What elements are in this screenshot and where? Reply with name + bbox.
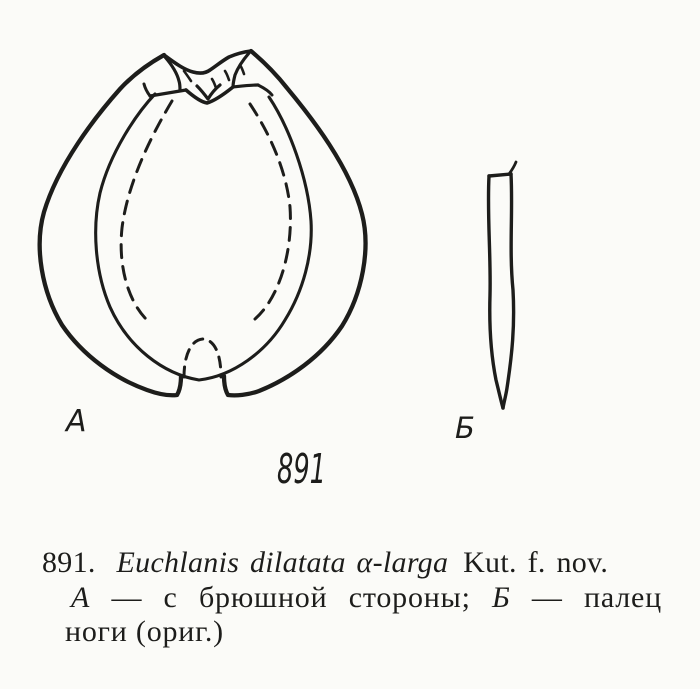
caption-authority: Kut. f. nov. [463,546,609,579]
head-right-baseline-connector [258,85,272,95]
caption-part-b-text: — палец [531,581,662,614]
plate-number: 891 [277,445,326,493]
panel-a-label: А [66,404,87,439]
caption-line-1 [42,546,608,580]
lorica-drawing [40,51,366,395]
caption-species-name: Euchlanis dilatata α-larga [116,546,449,579]
panel-b-label: Б [455,411,475,445]
toe-drawing [488,162,516,408]
lorica-outer-contour-right [224,51,365,395]
caption-part-b-label: Б [492,581,511,614]
caption-continuation: ноги (ориг.) [65,615,224,648]
dashed-internal-left [121,101,172,321]
head-left-baseline-connector [144,84,150,96]
head-right-fold-edge [233,53,249,87]
head-right-baseline [233,85,258,87]
lorica-outer-contour-left [40,55,181,395]
caption-part-a-label: А [71,581,91,614]
toe-left-edge [488,176,503,408]
lorica-inner-contour [96,94,312,380]
toe-right-edge [503,174,514,408]
head-crease-4 [240,65,244,74]
line-art [40,51,516,408]
caption-part-a-text: — с брюшной стороны; [111,581,471,614]
dashed-internal-right [250,104,290,319]
toe-top-flick [509,162,516,174]
caption-line-2 [71,581,662,615]
dashed-foot-arch [184,339,221,377]
caption-figure-number: 891. [42,546,96,579]
head-crease-3 [225,71,229,80]
head-crease-2 [212,79,216,88]
